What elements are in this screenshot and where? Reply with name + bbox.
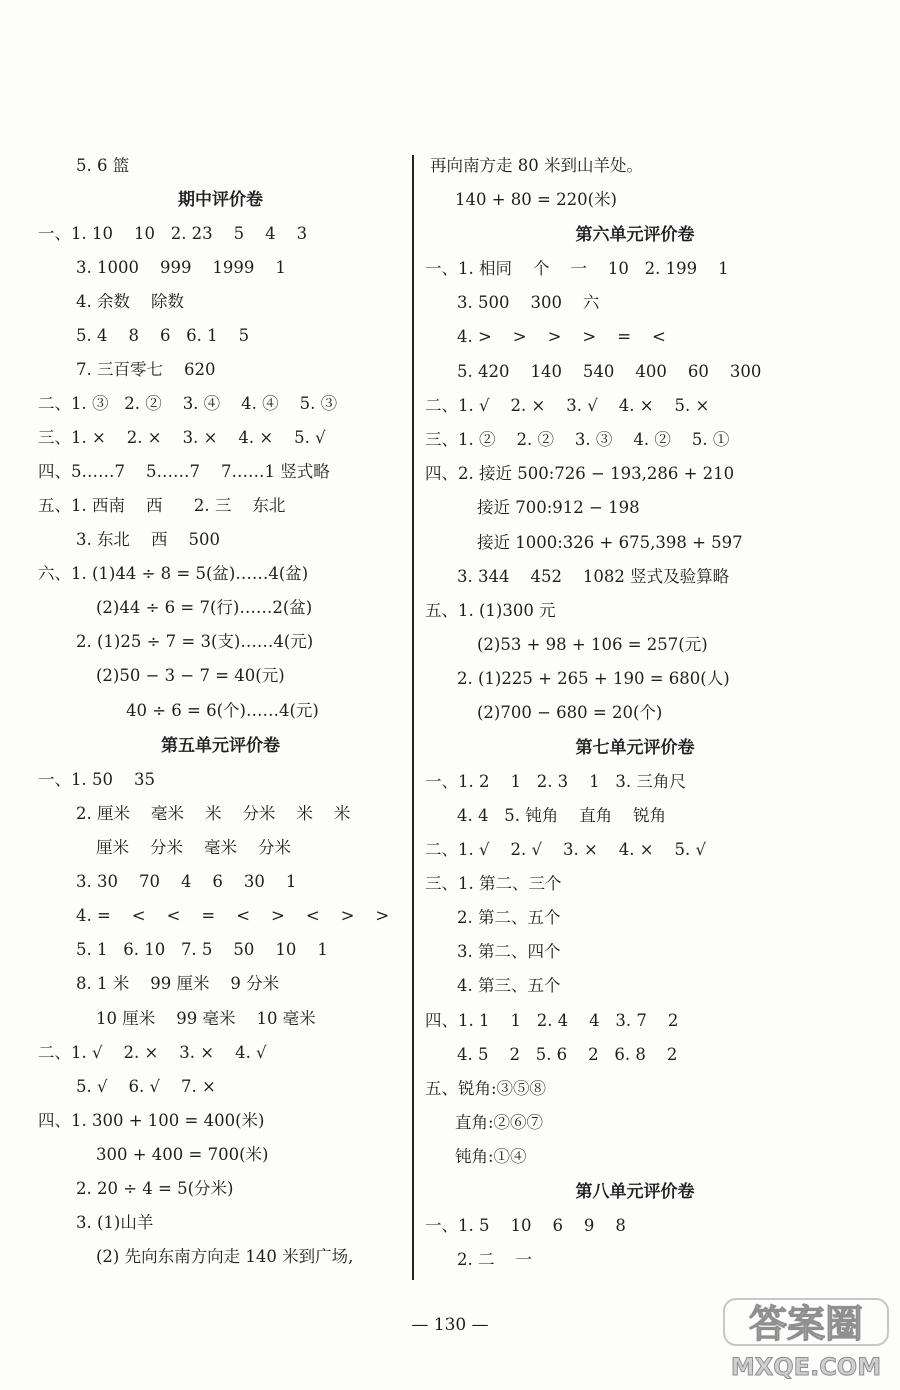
answer-line: 10 厘米 99 毫米 10 毫米 <box>96 1009 316 1028</box>
answer-line: (2)700 − 680 = 20(个) <box>477 703 663 722</box>
answer-line: 7. 三百零七 620 <box>76 360 216 379</box>
answer-line: 4. > > > > = < <box>457 327 666 346</box>
answer-line: 二、1. ③ 2. ② 3. ④ 4. ④ 5. ③ <box>38 394 338 413</box>
answer-line: 5. 1 6. 10 7. 5 50 10 1 <box>76 940 328 959</box>
answer-line: 3. 东北 西 500 <box>76 530 220 549</box>
answer-line: 2. (1)25 ÷ 7 = 3(支)……4(元) <box>76 632 314 651</box>
answer-line: 5. 6 篮 <box>76 156 130 175</box>
answer-line: 2. 第二、五个 <box>457 908 561 927</box>
watermark-url: MXQE.COM <box>730 1353 882 1381</box>
section-title-unit-6: 第六单元评价卷 <box>575 225 695 245</box>
answer-line: 二、1. √ 2. × 3. × 4. √ <box>38 1043 267 1062</box>
answer-line: (2)44 ÷ 6 = 7(行)……2(盆) <box>96 598 313 617</box>
answer-line: 5. 4 8 6 6. 1 5 <box>76 326 250 345</box>
answer-line: 接近 700:912 − 198 <box>477 498 640 517</box>
answer-line: 3. 30 70 4 6 30 1 <box>76 872 297 891</box>
answer-line: 五、1. (1)300 元 <box>425 601 556 620</box>
answer-line: 四、1. 1 1 2. 4 4 3. 7 2 <box>425 1011 679 1030</box>
answer-line: 4. 4 5. 钝角 直角 锐角 <box>457 806 667 825</box>
answer-line: 140 + 80 = 220(米) <box>455 190 617 209</box>
answer-line: (2) 先向东南方向走 140 米到广场, <box>96 1247 354 1266</box>
answer-line: 一、1. 2 1 2. 3 1 3. 三角尺 <box>425 772 686 791</box>
answer-line: 二、1. √ 2. √ 3. × 4. × 5. √ <box>425 840 707 859</box>
answer-line: 4. = < < = < > < > > <box>76 906 390 925</box>
answer-line: (2)50 − 3 − 7 = 40(元) <box>96 666 285 685</box>
section-title-unit-5: 第五单元评价卷 <box>161 736 280 756</box>
answer-line: 8. 1 米 99 厘米 9 分米 <box>76 974 280 993</box>
answer-line: 3. 344 452 1082 竖式及验算略 <box>457 567 730 586</box>
answer-line: 3. 500 300 六 <box>457 293 600 312</box>
answer-line: 厘米 分米 毫米 分米 <box>96 838 291 857</box>
answer-line: 一、1. 5 10 6 9 8 <box>425 1216 626 1235</box>
answer-line: 接近 1000:326 + 675,398 + 597 <box>477 533 743 552</box>
answer-line: 2. 厘米 毫米 米 分米 米 米 <box>76 804 351 823</box>
answer-line: 三、1. ② 2. ② 3. ③ 4. ② 5. ① <box>425 430 730 449</box>
answer-line: 一、1. 相同 个 一 10 2. 199 1 <box>425 259 729 278</box>
answer-line: 5. 420 140 540 400 60 300 <box>457 362 762 381</box>
answer-line: 300 + 400 = 700(米) <box>96 1145 269 1164</box>
answer-line: 三、1. 第二、三个 <box>425 874 562 893</box>
answer-line: 3. (1)山羊 <box>76 1213 154 1232</box>
answer-line: 一、1. 50 35 <box>38 770 155 789</box>
answer-line: 2. (1)225 + 265 + 190 = 680(人) <box>457 669 730 688</box>
answer-line: 六、1. (1)44 ÷ 8 = 5(盆)……4(盆) <box>38 564 309 583</box>
answer-line: 二、1. √ 2. × 3. √ 4. × 5. × <box>425 396 710 415</box>
answer-line: 四、2. 接近 500:726 − 193,286 + 210 <box>425 464 735 483</box>
section-title-unit-7: 第七单元评价卷 <box>575 738 695 758</box>
answer-line: 5. √ 6. √ 7. × <box>76 1077 216 1096</box>
answer-line: 3. 1000 999 1999 1 <box>76 258 286 277</box>
answer-line: 四、1. 300 + 100 = 400(米) <box>38 1111 265 1130</box>
answer-line: 4. 第三、五个 <box>457 976 561 995</box>
page-number: — 130 — <box>411 1315 489 1335</box>
answer-line: 4. 5 2 5. 6 2 6. 8 2 <box>457 1045 678 1064</box>
answer-line: 三、1. × 2. × 3. × 4. × 5. √ <box>38 428 326 447</box>
answer-line: 一、1. 10 10 2. 23 5 4 3 <box>38 224 308 243</box>
answer-line: 2. 20 ÷ 4 = 5(分米) <box>76 1179 234 1198</box>
answer-line: 4. 余数 除数 <box>76 292 184 311</box>
section-title-midterm: 期中评价卷 <box>178 190 263 210</box>
answer-line: (2)53 + 98 + 106 = 257(元) <box>477 635 708 654</box>
answer-line: 直角:②⑥⑦ <box>455 1113 544 1132</box>
answer-line: 40 ÷ 6 = 6(个)……4(元) <box>126 701 319 720</box>
answer-line: 2. 二 一 <box>457 1250 532 1269</box>
answer-line: 钝角:①④ <box>455 1147 527 1166</box>
answer-line: 3. 第二、四个 <box>457 942 561 961</box>
answer-line: 再向南方走 80 米到山羊处。 <box>430 156 643 175</box>
answer-line: 五、锐角:③⑤⑧ <box>425 1079 547 1098</box>
watermark-logo <box>718 1295 896 1385</box>
section-title-unit-8: 第八单元评价卷 <box>575 1182 695 1202</box>
answer-line: 五、1. 西南 西 2. 三 东北 <box>38 496 286 515</box>
answer-line: 四、5……7 5……7 7……1 竖式略 <box>38 462 330 481</box>
column-divider <box>412 155 414 1280</box>
watermark-title: 答案圈 <box>748 1302 864 1346</box>
